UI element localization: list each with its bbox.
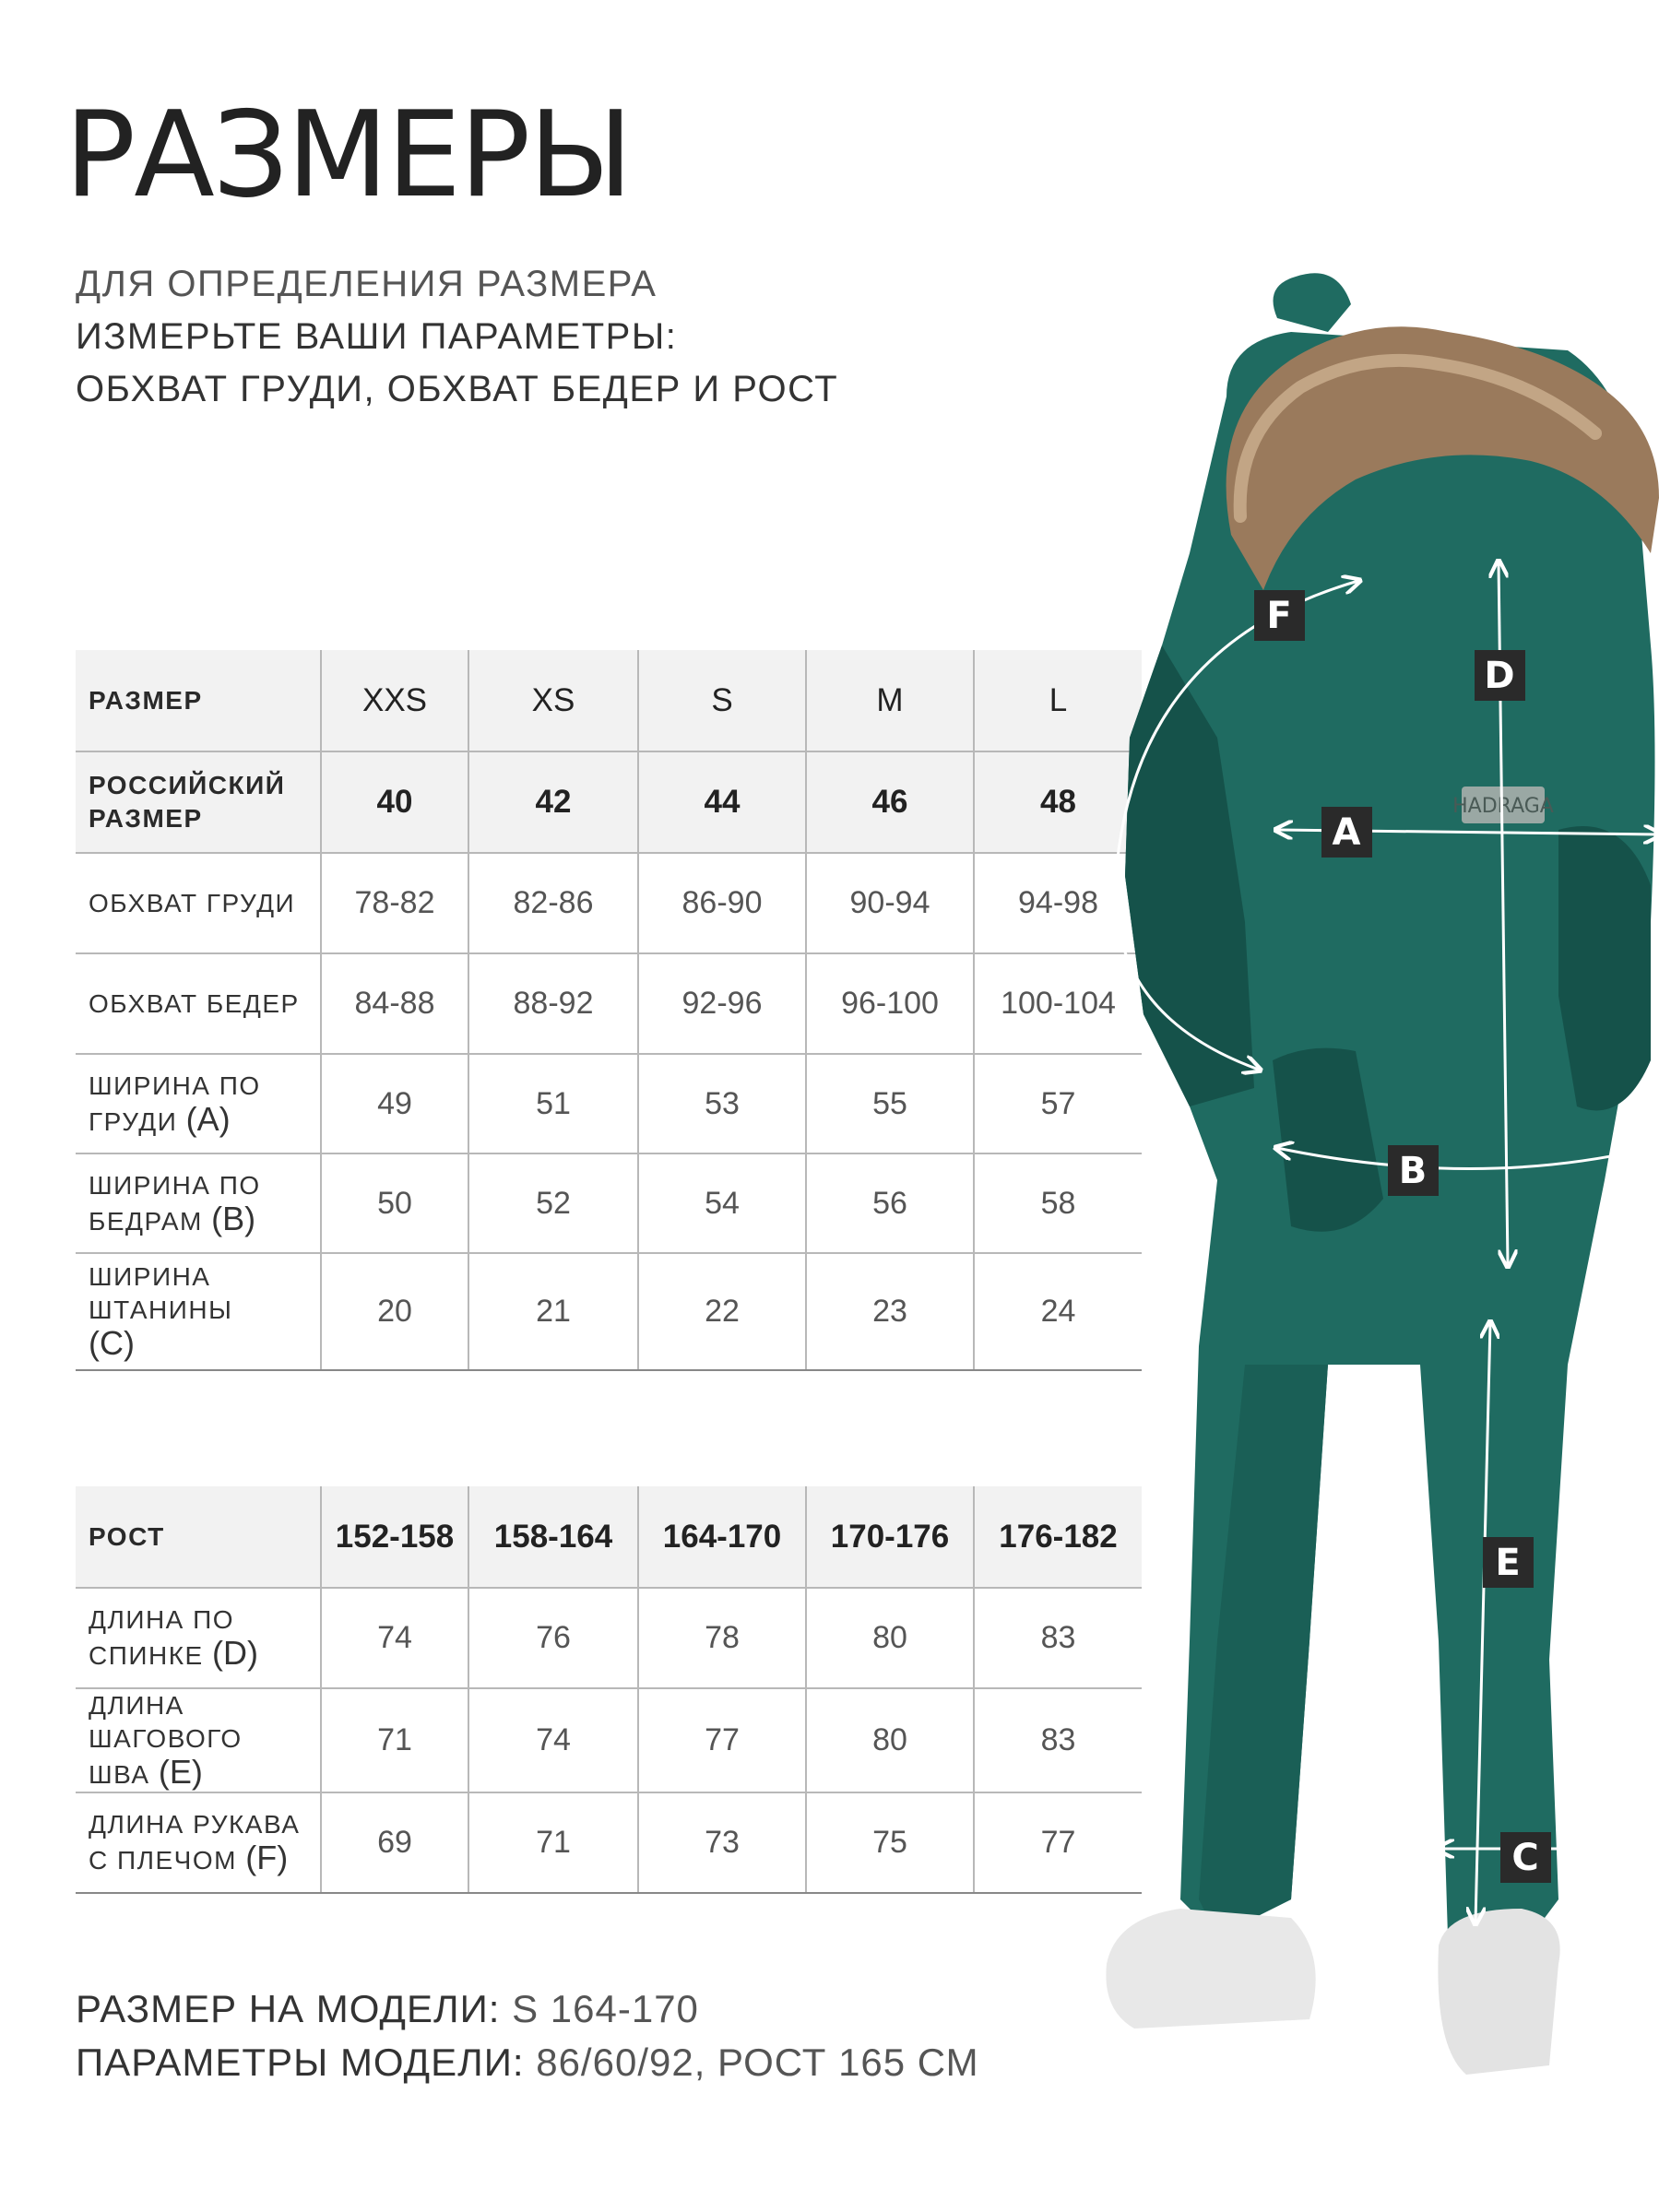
value-cell: 71 bbox=[321, 1688, 468, 1792]
row-label-text: ДЛИНА ПО СПИНКЕ bbox=[89, 1605, 235, 1670]
table-row bbox=[76, 1688, 1142, 1792]
value-cell: 55 bbox=[806, 1054, 974, 1153]
value-cell: 90-94 bbox=[806, 853, 974, 953]
measure-letter: (A) bbox=[185, 1099, 231, 1138]
value-cell: 49 bbox=[321, 1054, 468, 1153]
table-row bbox=[76, 1588, 1142, 1688]
value-cell: 51 bbox=[468, 1054, 638, 1153]
row-label-text: ДЛИНА ШАГОВОГО ШВА bbox=[89, 1691, 243, 1789]
table-row bbox=[76, 953, 1142, 1054]
value-cell: 71 bbox=[468, 1792, 638, 1893]
value-cell: 92-96 bbox=[638, 953, 806, 1054]
value-cell: 50 bbox=[321, 1153, 468, 1253]
value-cell: 84-88 bbox=[321, 953, 468, 1054]
row-label bbox=[76, 1792, 321, 1893]
value-cell: 75 bbox=[806, 1792, 974, 1893]
value-cell: 77 bbox=[638, 1688, 806, 1792]
size-cell: XXS bbox=[321, 650, 468, 751]
size-cell: S bbox=[638, 650, 806, 751]
sneakers bbox=[1106, 1909, 1559, 2075]
jumpsuit-shape bbox=[1125, 273, 1655, 1936]
value-cell: 96-100 bbox=[806, 953, 974, 1054]
size-cell: L bbox=[974, 650, 1142, 751]
height-cell: 176-182 bbox=[974, 1486, 1142, 1588]
value-cell: 94-98 bbox=[974, 853, 1142, 953]
value-cell: 74 bbox=[321, 1588, 468, 1688]
height-cell: 170-176 bbox=[806, 1486, 974, 1588]
table-row bbox=[76, 853, 1142, 953]
value-cell: 56 bbox=[806, 1153, 974, 1253]
table-row bbox=[76, 1054, 1142, 1153]
value-cell: 46 bbox=[806, 751, 974, 853]
intro-text bbox=[76, 258, 838, 416]
row-label-text: ШИРИНА ШТАНИНЫ bbox=[89, 1262, 233, 1324]
table-row bbox=[76, 751, 1142, 853]
row-label-text: ШИРИНА ПО ГРУДИ bbox=[89, 1071, 261, 1136]
row-label: ОБХВАТ БЕДЕР bbox=[76, 953, 321, 1054]
value-cell: 78 bbox=[638, 1588, 806, 1688]
table-row bbox=[76, 1253, 1142, 1370]
marker-e bbox=[1483, 1537, 1534, 1588]
size-cell: M bbox=[806, 650, 974, 751]
model-figure bbox=[1088, 258, 1659, 2093]
brand-patch-text: HADRAGA bbox=[1452, 795, 1554, 818]
model-size-value: S 164-170 bbox=[512, 1987, 699, 2030]
value-cell: 83 bbox=[974, 1588, 1142, 1688]
svg-text:C: C bbox=[1511, 1837, 1539, 1879]
value-cell: 48 bbox=[974, 751, 1142, 853]
height-cell: 158-164 bbox=[468, 1486, 638, 1588]
marker-a bbox=[1321, 807, 1372, 858]
value-cell: 57 bbox=[974, 1054, 1142, 1153]
value-cell: 52 bbox=[468, 1153, 638, 1253]
intro-line: ДЛЯ ОПРЕДЕЛЕНИЯ РАЗМЕРА bbox=[76, 264, 658, 304]
value-cell: 53 bbox=[638, 1054, 806, 1153]
table-row bbox=[76, 1792, 1142, 1893]
value-cell: 44 bbox=[638, 751, 806, 853]
table-header-row bbox=[76, 650, 1142, 751]
value-cell: 23 bbox=[806, 1253, 974, 1370]
model-params-label: ПАРАМЕТРЫ МОДЕЛИ: bbox=[76, 2040, 525, 2084]
intro-line: ОБХВАТ ГРУДИ, ОБХВАТ БЕДЕР И РОСТ bbox=[76, 369, 839, 409]
row-label bbox=[76, 1153, 321, 1253]
value-cell: 73 bbox=[638, 1792, 806, 1893]
value-cell: 88-92 bbox=[468, 953, 638, 1054]
row-label bbox=[76, 1688, 321, 1792]
value-cell: 54 bbox=[638, 1153, 806, 1253]
value-cell: 58 bbox=[974, 1153, 1142, 1253]
marker-f bbox=[1254, 590, 1305, 641]
measure-letter: (B) bbox=[211, 1199, 256, 1237]
svg-text:F: F bbox=[1266, 595, 1292, 637]
value-cell: 42 bbox=[468, 751, 638, 853]
row-label bbox=[76, 1588, 321, 1688]
height-cell: 152-158 bbox=[321, 1486, 468, 1588]
value-cell: 20 bbox=[321, 1253, 468, 1370]
svg-text:E: E bbox=[1495, 1542, 1521, 1584]
row-label: РОСТ bbox=[76, 1486, 321, 1588]
row-label: ОБХВАТ ГРУДИ bbox=[76, 853, 321, 953]
value-cell: 78-82 bbox=[321, 853, 468, 953]
marker-d bbox=[1475, 650, 1525, 701]
row-label-text: ДЛИНА РУКАВА С ПЛЕЧОМ bbox=[89, 1810, 301, 1875]
value-cell: 24 bbox=[974, 1253, 1142, 1370]
marker-c bbox=[1500, 1832, 1551, 1883]
measure-letter: (C) bbox=[89, 1324, 135, 1362]
height-table bbox=[76, 1486, 1142, 1894]
value-cell: 86-90 bbox=[638, 853, 806, 953]
value-cell: 40 bbox=[321, 751, 468, 853]
row-label: РОССИЙСКИЙ РАЗМЕР bbox=[76, 751, 321, 853]
value-cell: 80 bbox=[806, 1588, 974, 1688]
value-cell: 100-104 bbox=[974, 953, 1142, 1054]
svg-text:D: D bbox=[1484, 655, 1515, 697]
height-cell: 164-170 bbox=[638, 1486, 806, 1588]
row-label bbox=[76, 1253, 321, 1370]
marker-b bbox=[1388, 1145, 1439, 1196]
svg-text:A: A bbox=[1332, 811, 1361, 854]
model-size-label: РАЗМЕР НА МОДЕЛИ: bbox=[76, 1987, 501, 2030]
value-cell: 69 bbox=[321, 1792, 468, 1893]
value-cell: 22 bbox=[638, 1253, 806, 1370]
value-cell: 80 bbox=[806, 1688, 974, 1792]
row-label bbox=[76, 1054, 321, 1153]
page-title: РАЗМЕРЫ bbox=[65, 87, 632, 224]
row-label-text: ШИРИНА ПО БЕДРАМ bbox=[89, 1170, 261, 1236]
model-size-line bbox=[76, 1982, 979, 2036]
value-cell: 77 bbox=[974, 1792, 1142, 1893]
model-info bbox=[76, 1982, 979, 2089]
row-label: РАЗМЕР bbox=[76, 650, 321, 751]
model-params-line bbox=[76, 2036, 979, 2089]
size-table bbox=[76, 650, 1142, 1371]
size-cell: XS bbox=[468, 650, 638, 751]
value-cell: 82-86 bbox=[468, 853, 638, 953]
value-cell: 74 bbox=[468, 1688, 638, 1792]
intro-line: ИЗМЕРЬТЕ ВАШИ ПАРАМЕТРЫ: bbox=[76, 316, 678, 357]
model-params-value: 86/60/92, РОСТ 165 СМ bbox=[536, 2040, 979, 2084]
svg-text:B: B bbox=[1398, 1150, 1428, 1192]
measure-letter: (D) bbox=[211, 1634, 258, 1672]
table-row bbox=[76, 1153, 1142, 1253]
value-cell: 76 bbox=[468, 1588, 638, 1688]
value-cell: 21 bbox=[468, 1253, 638, 1370]
measure-letter: (F) bbox=[245, 1839, 289, 1876]
value-cell: 83 bbox=[974, 1688, 1142, 1792]
measure-letter: (E) bbox=[158, 1753, 203, 1791]
table-header-row bbox=[76, 1486, 1142, 1588]
jumpsuit-illustration bbox=[1088, 258, 1659, 2093]
